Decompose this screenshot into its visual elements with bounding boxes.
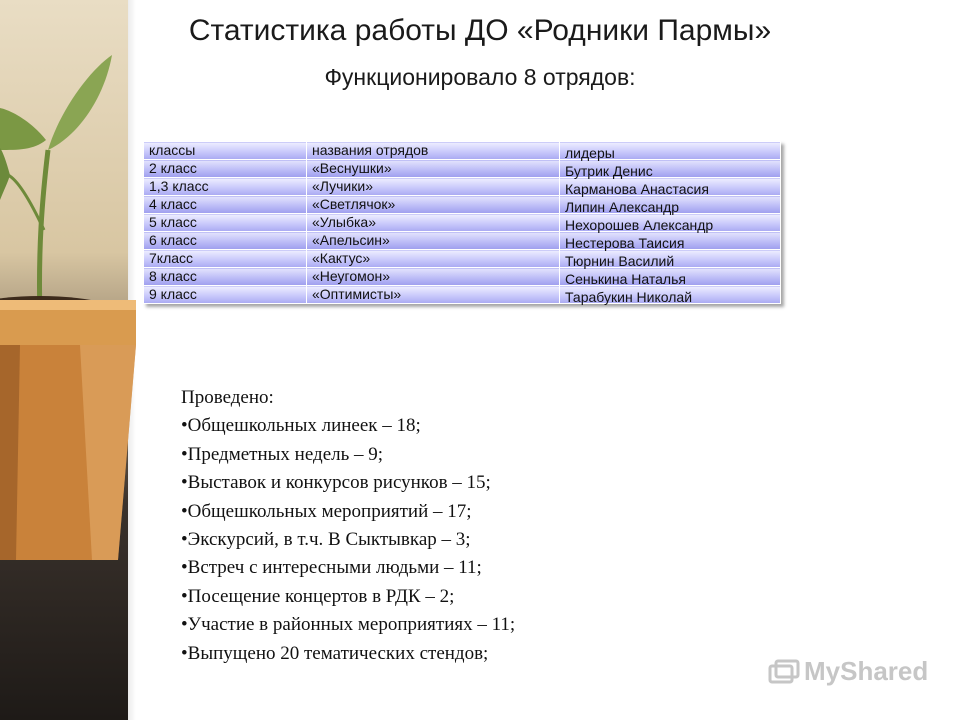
activities-list (181, 384, 515, 668)
leader-cell: Тюрнин Василий (560, 250, 781, 268)
myshared-logo-icon (768, 658, 800, 686)
leader-cell: Нехорошев Александр (560, 214, 781, 232)
class-cell: 1,3 класс (144, 178, 307, 196)
class-cell: 4 класс (144, 196, 307, 214)
list-item: • Выпущено 20 тематических стендов; (181, 640, 515, 668)
plant-pot-illustration (0, 0, 136, 720)
squad-name-cell: «Улыбка» (307, 214, 560, 232)
header-cell-classes: классы (144, 142, 307, 160)
squad-name-cell: «Светлячок» (307, 196, 560, 214)
class-cell: 5 класс (144, 214, 307, 232)
list-item: • Выставок и конкурсов рисунков – 15; (181, 469, 515, 497)
squad-name-cell: «Неугомон» (307, 268, 560, 286)
page-subtitle: Функционировало 8 отрядов: (324, 64, 636, 90)
class-cell: 7класс (144, 250, 307, 268)
squad-name-cell: «Лучики» (307, 178, 560, 196)
header-cell-squad-names: названия отрядов (307, 142, 560, 160)
table-row (144, 268, 781, 286)
list-item: • Экскурсий, в т.ч. В Сыктывкар – 3; (181, 526, 515, 554)
table-row (144, 196, 781, 214)
leader-cell: Нестерова Таисия (560, 232, 781, 250)
squad-name-cell: «Веснушки» (307, 160, 560, 178)
class-cell: 9 класс (144, 286, 307, 304)
leader-cell: Карманова Анастасия (560, 178, 781, 196)
class-cell: 2 класс (144, 160, 307, 178)
squads-table (143, 141, 781, 304)
watermark-text: MyShared (804, 656, 929, 686)
squad-name-cell: «Кактус» (307, 250, 560, 268)
leader-cell: Тарабукин Николай (560, 286, 781, 304)
table-row (144, 250, 781, 268)
list-item: • Предметных недель – 9; (181, 441, 515, 469)
table-row (144, 160, 781, 178)
leader-cell: Бутрик Денис (560, 160, 781, 178)
watermark (768, 656, 928, 687)
table-row (144, 232, 781, 250)
table-row (144, 286, 781, 304)
squad-name-cell: «Оптимисты» (307, 286, 560, 304)
table-header-row (144, 142, 781, 160)
header-cell-leaders: лидеры (560, 142, 781, 160)
list-item: • Посещение концертов в РДК – 2; (181, 583, 515, 611)
list-item: • Общешкольных мероприятий – 17; (181, 498, 515, 526)
leader-cell: Сенькина Наталья (560, 268, 781, 286)
table-row (144, 178, 781, 196)
class-cell: 8 класс (144, 268, 307, 286)
leader-cell: Липин Александр (560, 196, 781, 214)
list-item: • Общешкольных линеек – 18; (181, 412, 515, 440)
page-title: Статистика работы ДО «Родники Пармы» (188, 14, 772, 47)
table-row (144, 214, 781, 232)
class-cell: 6 класс (144, 232, 307, 250)
squad-name-cell: «Апельсин» (307, 232, 560, 250)
list-item: • Участие в районных мероприятиях – 11; (181, 611, 515, 639)
activities-heading: Проведено: (181, 387, 274, 408)
list-item: • Встреч с интересными людьми – 11; (181, 554, 515, 582)
